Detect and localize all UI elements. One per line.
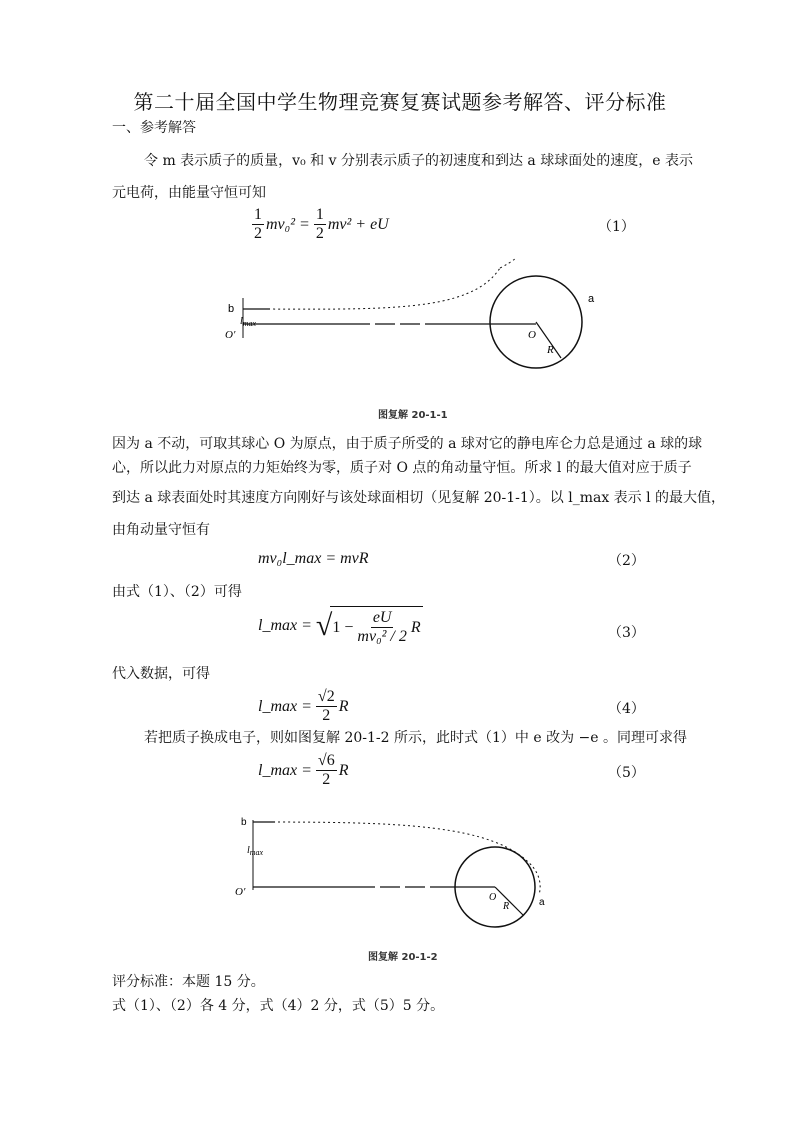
paragraph-2-line-3: 到达 a 球表面处时其速度方向刚好与该处球面相切（见复解 20-1-1）。以 l_max 表示 l 的最大值，	[112, 490, 726, 506]
fig2-label-r: R	[503, 901, 510, 912]
fig1-label-r: R	[547, 344, 554, 356]
paragraph-2-line-4: 由角动量守恒有	[112, 522, 210, 538]
equation-1: $\frac{1}{2}$ mv₀² = $\frac{1}{2}$ mv² + eU	[254, 206, 389, 242]
fig1-label-o: O	[528, 329, 536, 341]
fig2-label-a: a	[539, 897, 545, 908]
equation-2-number: （2）	[608, 553, 645, 569]
fig2-label-b: b	[241, 817, 247, 828]
fig2-label-o-prime: O′	[235, 886, 246, 898]
fig2-label-o: O	[489, 892, 497, 903]
equation-2: mv₀l_max = mvR	[258, 550, 369, 567]
fig1-trajectory	[243, 268, 500, 309]
figure-electron-trajectory	[225, 805, 565, 940]
equation-1-number: （1）	[598, 219, 635, 235]
figure-proton-trajectory	[220, 258, 610, 398]
scoring-line-2: 式（1）、（2）各 4 分，式（4）2 分，式（5）5 分。	[112, 998, 445, 1014]
equation-5-number: （5）	[608, 765, 645, 781]
paragraph-4: 代入数据，可得	[112, 666, 210, 682]
paragraph-1-line-1: 令 m 表示质子的质量，v₀ 和 v 分别表示质子的初速度和到达 a 球球面处的速度，e 表示	[144, 153, 693, 169]
fig1-label-a: a	[588, 293, 595, 305]
paragraph-2-line-2: 心，所以此力对原点的力矩始终为零，质子对 O 点的角动量守恒。所求 l 的最大值对应于质子	[112, 460, 692, 476]
paragraph-3: 由式（1）、（2）可得	[112, 584, 242, 600]
figure-1-caption: 图复解 20-1-1	[378, 410, 448, 421]
equation-3: l_max = √ 1 − $\frac{eU}{\text{mv₀² / 2}}$ R	[258, 606, 423, 646]
figure-2-caption: 图复解 20-1-2	[368, 952, 438, 963]
scoring-line-1: 评分标准：本题 15 分。	[112, 974, 265, 990]
fig1-label-lmax: $l_{max}$	[240, 316, 257, 328]
equation-4-number: （4）	[608, 701, 645, 717]
page-title: 第二十届全国中学生物理竞赛复赛试题参考解答、评分标准	[133, 90, 667, 114]
fig2-label-lmax: $l_{max}$	[247, 845, 264, 857]
equation-5: l_max = $\frac{√6}{2}$ R	[258, 752, 349, 788]
equation-3-number: （3）	[608, 625, 645, 641]
paragraph-5: 若把质子换成电子，则如图复解 20-1-2 所示，此时式（1）中 e 改为 −e 。同理可求得	[144, 730, 687, 746]
fig1-label-o-prime: O′	[225, 329, 236, 341]
fig1-label-b: b	[228, 303, 235, 315]
section-heading: 一、参考解答	[112, 120, 196, 136]
paragraph-2-line-1: 因为 a 不动，可取其球心 O 为原点，由于质子所受的 a 球对它的静电库仑力总是通过 a 球的球	[112, 436, 703, 452]
equation-4: l_max = $\frac{√2}{2}$ R	[258, 688, 349, 724]
fig2-trajectory	[253, 822, 533, 867]
paragraph-1-line-2: 元电荷，由能量守恒可知	[112, 185, 266, 201]
